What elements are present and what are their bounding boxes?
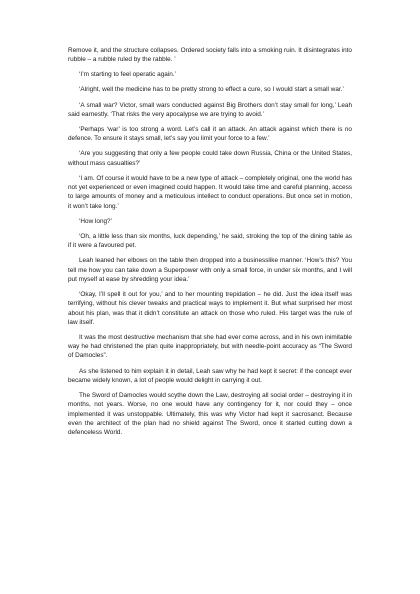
paragraph-1: Remove it, and the structure collapses. Ordered society falls into a smoking ruin. It disintegrates into rubble – a rubble ruled by the rabble. ’ bbox=[68, 47, 352, 64]
paragraph-2: ‘I’m starting to feel operatic again.’ bbox=[79, 71, 176, 79]
paragraph-13: As she listened to him explain it in detail, Leah saw why he had kept it secret: if the concept ever became widely known, a lot of people would delight in carrying it out. bbox=[68, 367, 352, 384]
paragraph-3: ‘Alright, well the medicine has to be pretty strong to effect a cure, so I would start a small war.’ bbox=[79, 86, 344, 94]
paragraph-12: It was the most destructive mechanism that she had ever come across, and in his own inimitable way he had christened the plan quite inappropriately, but with needle-point accuracy as “The Sword of Damocles”. bbox=[68, 333, 352, 360]
paragraph-11: ‘Okay, I’ll spell it out for you,’ and to her mounting trepidation – he did. Just the idea itself was terrifying, without his clever tweaks and practical ways to implement it. But what surprised her most about his plan, was that it didn’t constitute an attack on those who ruled. His target was the rule of law itself. bbox=[68, 290, 352, 326]
paragraph-5: ‘Perhaps ‘war’ is too strong a word. Let’s call it an attack. An attack against which there is no defence. To ensure it stays small, let’s say you limit your force to a few.’ bbox=[68, 125, 352, 143]
paragraph-14: The Sword of Damocles would scythe down the Law, destroying all social order – destroying it in months, not years. Worse, no one would have any contingency for it, nor could they – once implemented it was unstoppable. Ultimately, this was why Victor had kept it sacrosanct. Because even the architect of the plan had no shield against The Sword, once it started cutting down a defenceless World. bbox=[68, 391, 352, 437]
paragraph-8: ‘How long?’ bbox=[79, 217, 113, 225]
book-page bbox=[68, 46, 352, 443]
paragraph-4: ‘A small war? Victor, small wars conducted against Big Brothers don’t stay small for long,’ Leah said earnestly. ‘That risks the very apocalypse we are trying to avoid.’ bbox=[68, 101, 352, 118]
paragraph-10: Leah leaned her elbows on the table then dropped into a businesslike manner. ‘How’s this? You tell me how you can take down a Superpower with only a small force, in under six months, and I will put myself at ease by shredding your idea.’ bbox=[68, 257, 352, 283]
paragraph-7: ‘I am. Of course it would have to be a new type of attack – completely original, one the world has not yet experienced or even imagined could happen. It would take time and careful planning, access to large amounts of money and a meticulous intellect to conduct operations. But once set in motion, it won’t take long.’ bbox=[68, 174, 352, 210]
paragraph-9: ‘Oh, a little less than six months, luck depending,’ he said, stroking the top of the dining table as if it were a favoured pet. bbox=[68, 232, 352, 250]
paragraph-6: ‘Are you suggesting that only a few people could take down Russia, China or the United States, without mass casualties?’ bbox=[68, 150, 352, 167]
